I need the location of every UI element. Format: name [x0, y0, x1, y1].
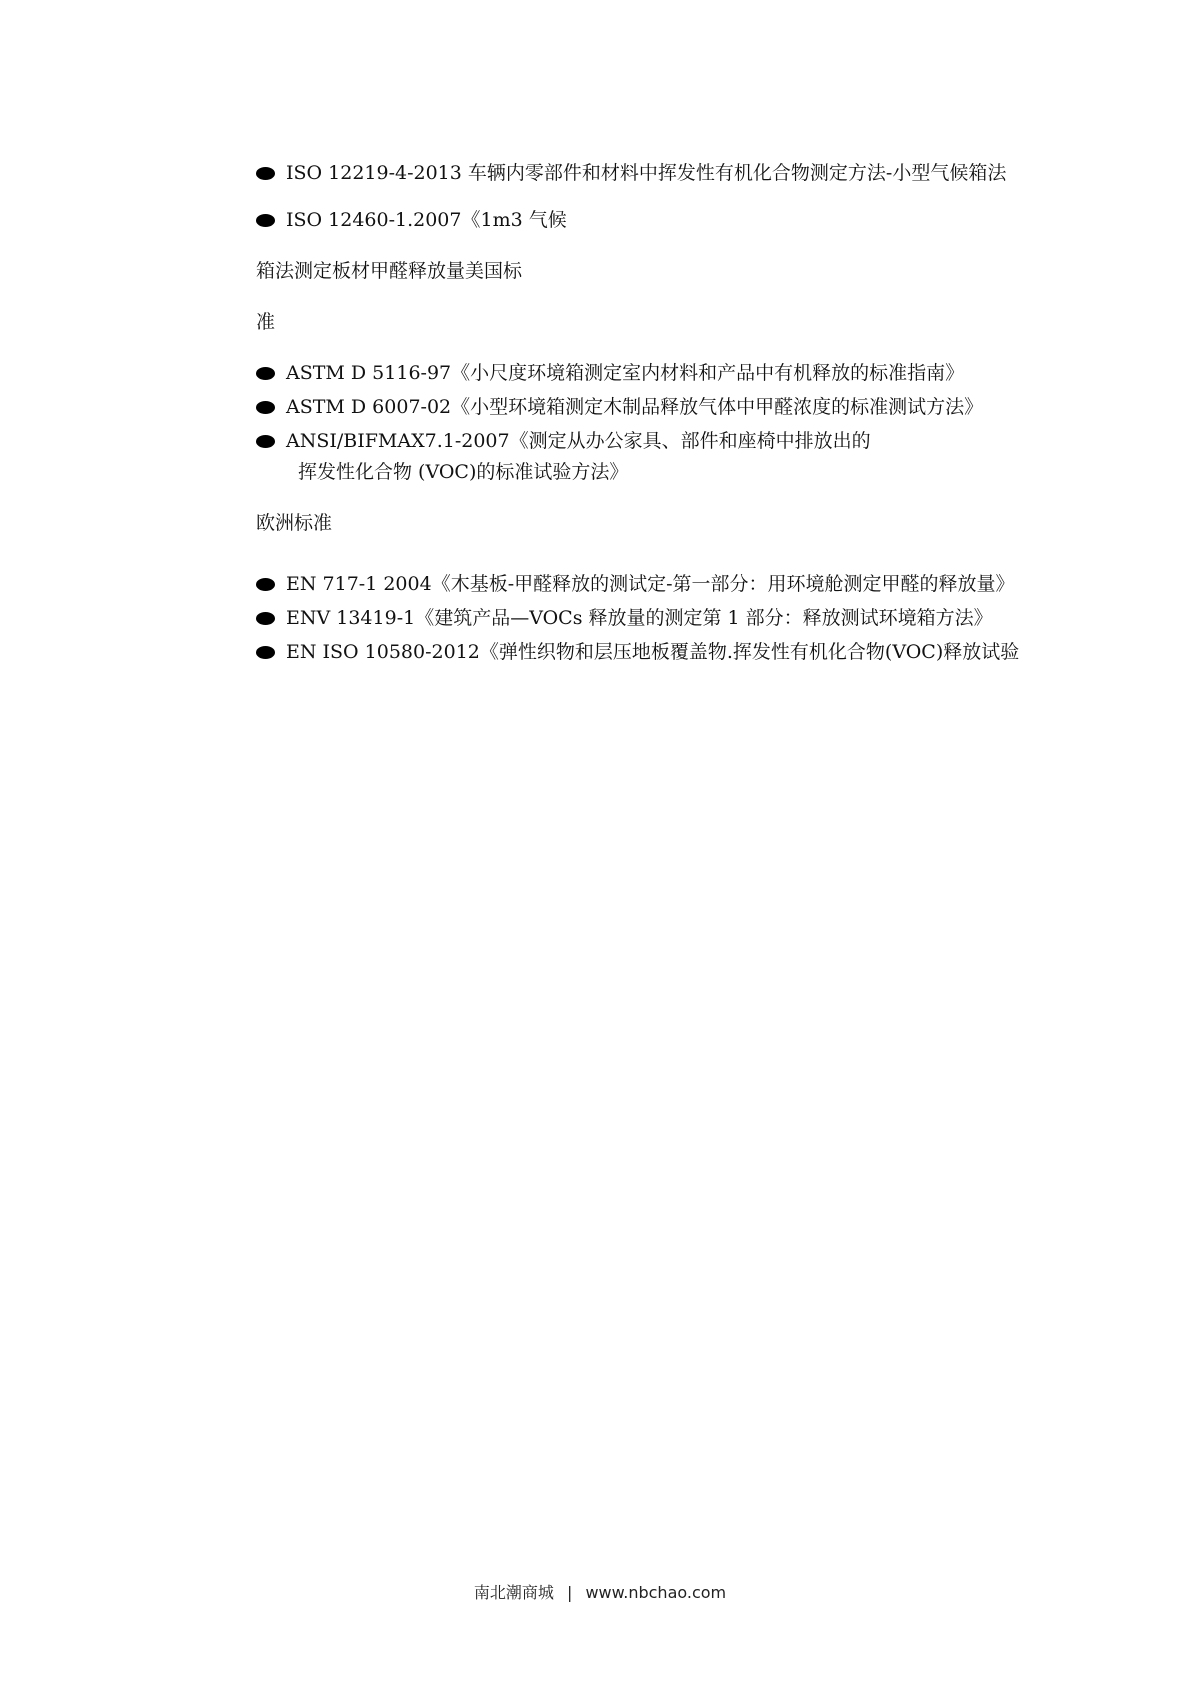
list-item-text: EN ISO 10580-2012《弹性织物和层压地板覆盖物.挥发性有机化合物(VOC)释放试验 — [286, 641, 1020, 663]
bullet-dot-icon — [256, 167, 275, 180]
list-item-text: ASTM D 5116-97《小尺度环境箱测定室内材料和产品中有机释放的标准指南》 — [286, 362, 965, 384]
list-item-text: ISO 12219-4-2013 车辆内零部件和材料中挥发性有机化合物测定方法-小型气候箱法 — [286, 162, 1007, 184]
page-footer — [0, 1580, 1200, 1603]
list-item — [256, 158, 1036, 189]
list-item-text: EN 717-1 2004《木基板-甲醛释放的测试定-第一部分：用环境舱测定甲醛的释放量》 — [286, 573, 1015, 595]
list-item — [256, 569, 1036, 600]
footer-separator: | — [566, 1583, 573, 1602]
bullet-dot-icon — [256, 578, 275, 591]
list-item-text-continued: 挥发性化合物 (VOC)的标准试验方法》 — [298, 461, 629, 483]
list-item — [256, 603, 1036, 634]
list-item — [256, 205, 1036, 236]
footer-brand: 南北潮商城 — [473, 1583, 554, 1602]
list-item-text: ANSI/BIFMAX7.1-2007《测定从办公家具、部件和座椅中排放出的 — [286, 430, 871, 452]
list-item-text: ENV 13419-1《建筑产品—VOCs 释放量的测定第 1 部分：释放测试环境箱方法》 — [286, 607, 993, 629]
section-heading: 欧洲标准 — [256, 512, 333, 534]
list-item — [256, 392, 1036, 423]
list-item — [256, 637, 1036, 668]
section-heading: 准 — [256, 311, 276, 333]
section-heading: 箱法测定板材甲醛释放量美国标 — [256, 260, 523, 282]
bullet-dot-icon — [256, 214, 275, 227]
bullet-dot-icon — [256, 435, 275, 448]
list-item-text: ASTM D 6007-02《小型环境箱测定木制品释放气体中甲醛浓度的标准测试方法》 — [286, 396, 984, 418]
standards-list — [256, 158, 1036, 668]
bullet-dot-icon — [256, 612, 275, 625]
list-item — [256, 358, 1036, 389]
bullet-dot-icon — [256, 401, 275, 414]
bullet-dot-icon — [256, 367, 275, 380]
list-item-text: ISO 12460-1.2007《1m3 气候 — [286, 209, 567, 231]
bullet-dot-icon — [256, 646, 275, 659]
footer-url-link[interactable]: www.nbchao.com — [585, 1583, 727, 1602]
list-item — [256, 426, 1036, 488]
